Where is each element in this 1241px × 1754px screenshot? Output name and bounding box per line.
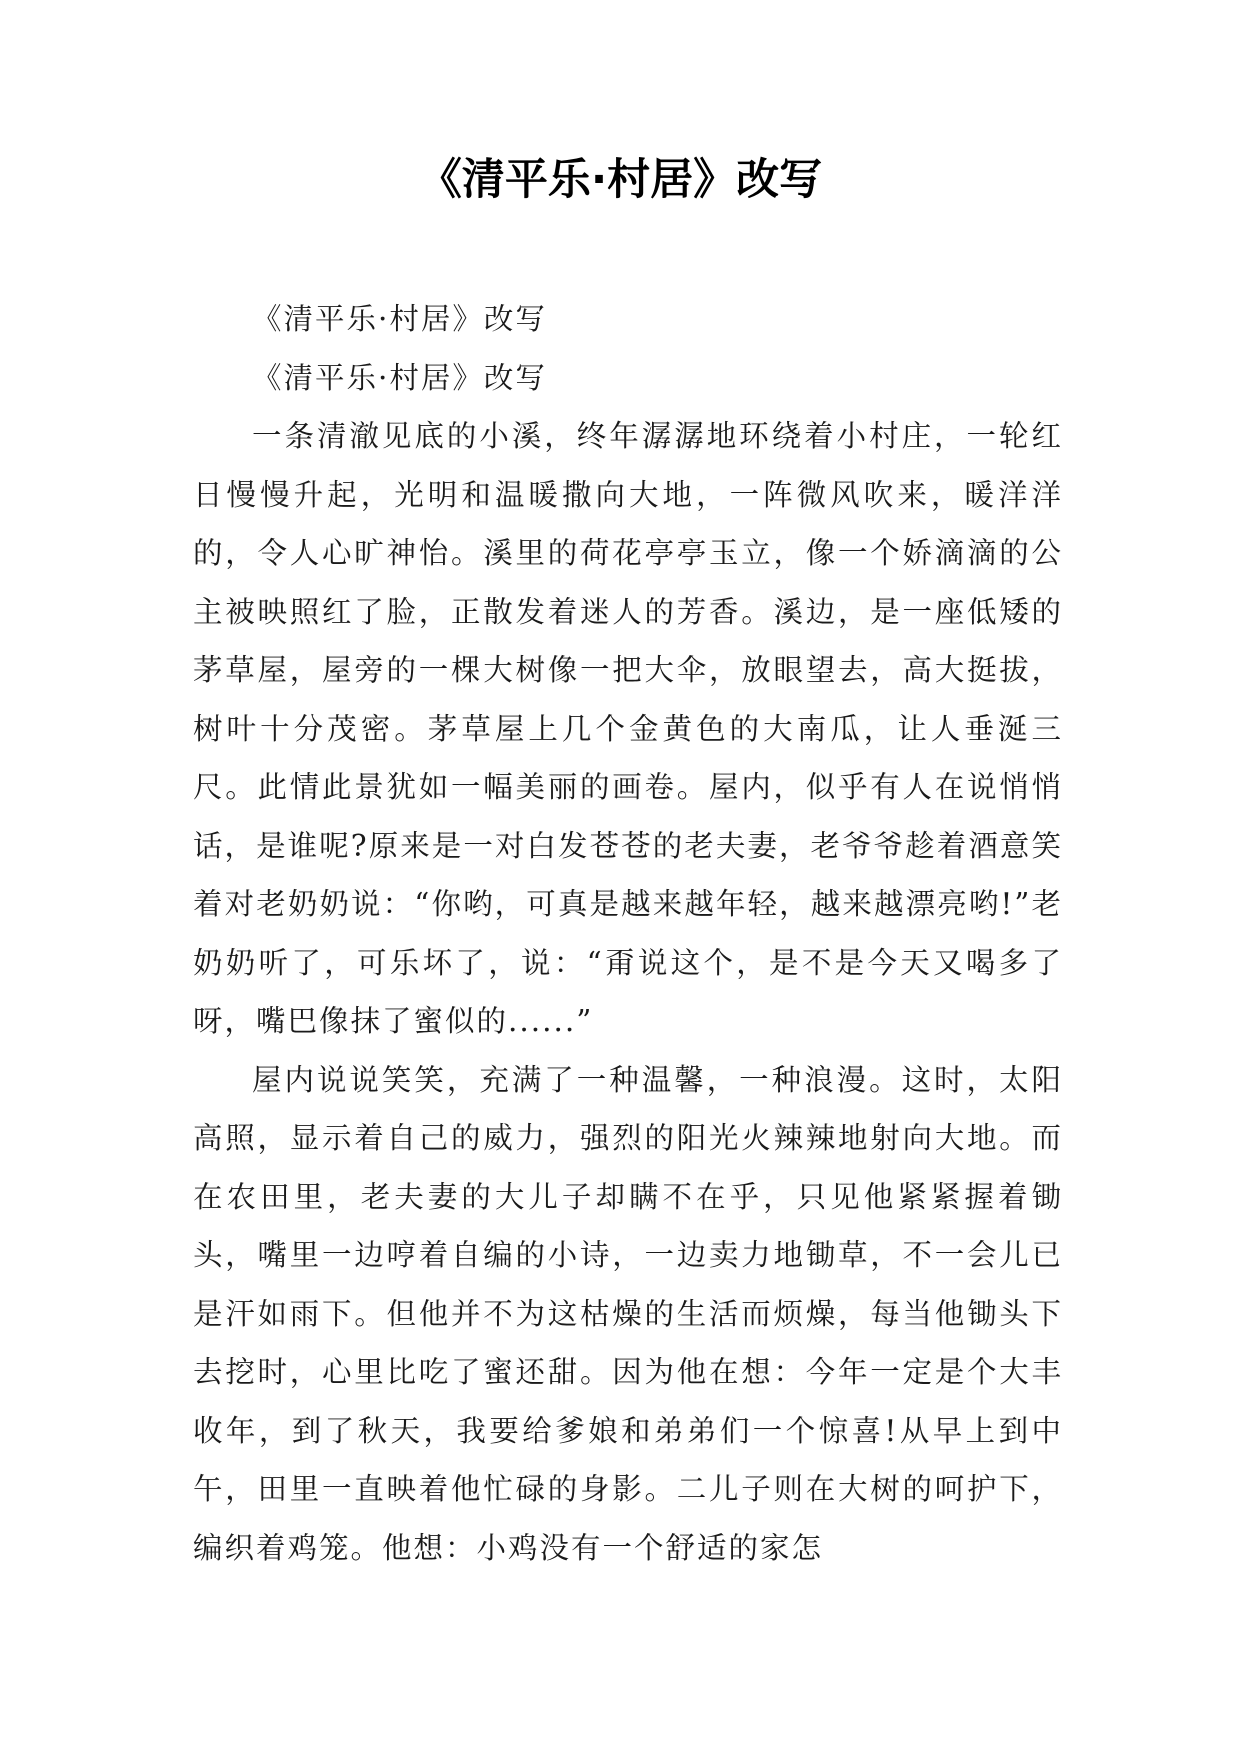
paragraph-2: 《清平乐·村居》改写 bbox=[252, 360, 547, 395]
paragraph-1: 《清平乐·村居》改写 bbox=[252, 302, 547, 336]
paragraph-3: 一条清澈见底的小溪，终年潺潺地环绕着小村庄，一轮红日慢慢升起，光明和温暖撒向大地，一阵微风吹来，暖洋洋的，令人心旷神怡。溪里的荷花亭亭玉立，像一个娇滴滴的公主被映照红了脸，正散发着迷人的芳香。溪边，是一座低矮的茅草屋，屋旁的一棵大树像一把大伞，放眼望去，高大挺拔，树叶十分茂密。茅草屋上几个金黄色的大南瓜，让人垂涎三尺。此情此景犹如一幅美丽的画卷。屋内，似乎有人在说悄悄话，是谁呢?原来是一对白发苍苍的老夫妻，老爷爷趁着酒意笑着对老奶奶说：“你哟，可真是越来越年轻，越来越漂亮哟!”老奶奶听了，可乐坏了，说：“甭说这个，是不是今天又喝多了呀，嘴巴像抹了蜜似的......” bbox=[193, 419, 1063, 1038]
paragraph-4: 屋内说说笑笑，充满了一种温馨，一种浪漫。这时，太阳高照，显示着自己的威力，强烈的阳光火辣辣地射向大地。而在农田里，老夫妻的大儿子却瞒不在乎，只见他紧紧握着锄头，嘴里一边哼着自编的小诗，一边卖力地锄草，不一会儿已是汗如雨下。但他并不为这枯燥的生活而烦燥，每当他锄头下去挖时，心里比吃了蜜还甜。因为他在想：今年一定是个大丰收年，到了秋天，我要给爹娘和弟弟们一个惊喜!从早上到中午，田里一直映着他忙碌的身影。二儿子则在大树的呵护下，编织着鸡笼。他想：小鸡没有一个舒适的家怎 bbox=[193, 1062, 1063, 1565]
document-title: 《清平乐·村居》改写 bbox=[418, 155, 823, 205]
document-body bbox=[193, 290, 1063, 1577]
